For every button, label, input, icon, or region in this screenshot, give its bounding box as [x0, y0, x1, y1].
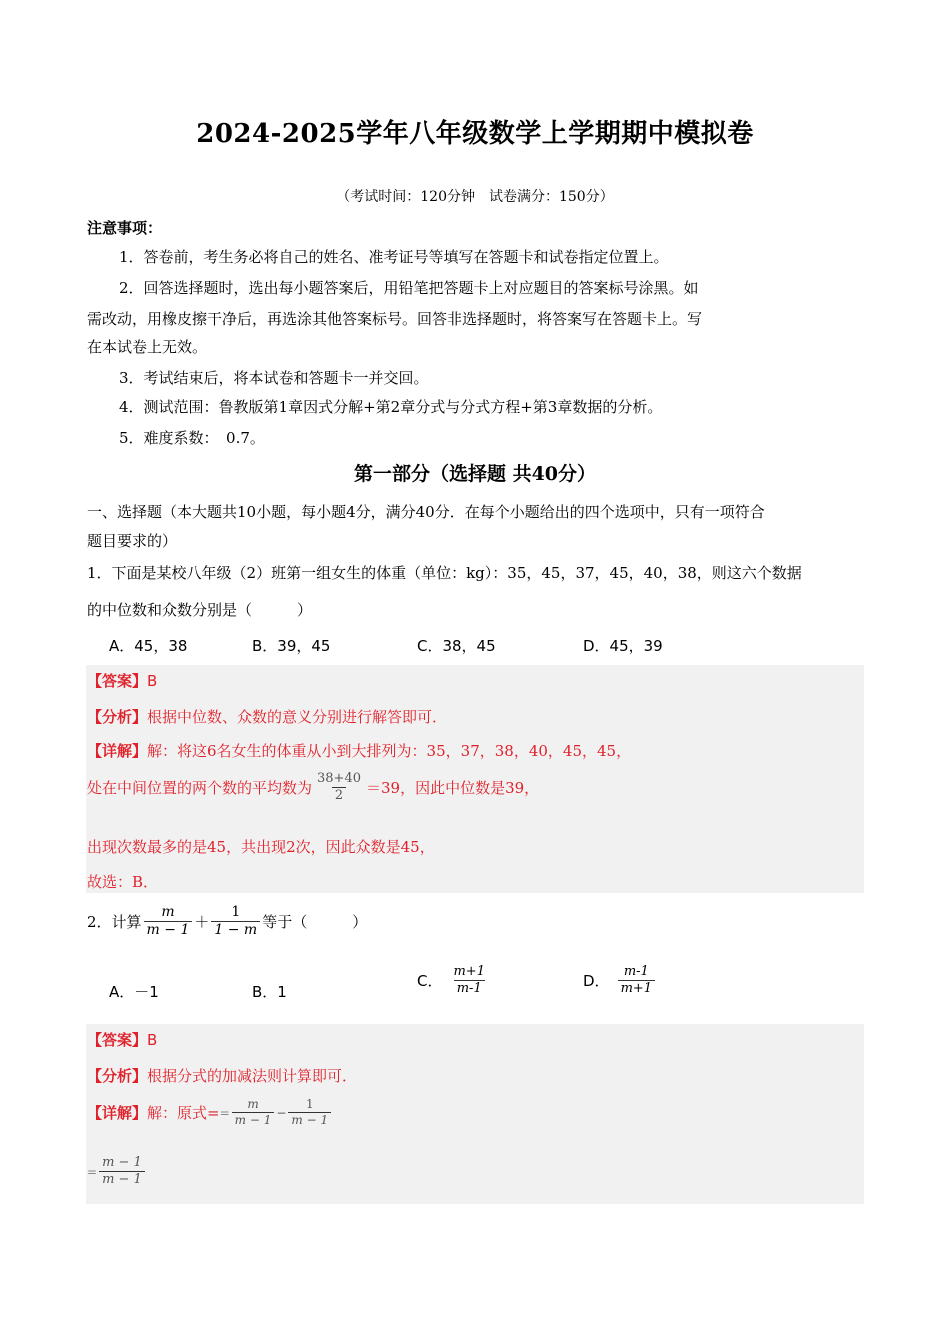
q2-fraction-2: [211, 905, 260, 939]
q2-option-d-label: D．: [583, 972, 610, 991]
q1-fraction-numerator: 38+40: [317, 771, 361, 786]
q1-detail-text1: 解：将这6名女生的体重从小到大排列为：35，37，38，40，45，45，: [147, 742, 632, 760]
q2-option-d-fraction: [618, 965, 656, 997]
q2-detail-line2: [87, 1156, 147, 1188]
q2-option-b: B．1: [252, 983, 287, 1001]
q2-option-d-num: m-1: [623, 964, 649, 979]
q2-plus: ＋: [194, 913, 210, 932]
q2-detail-fraction-1: [232, 1098, 275, 1127]
q2-option-c-num: m+1: [453, 964, 485, 979]
q1-option-d: D．45，39: [583, 637, 663, 655]
q2-option-c-den: m-1: [454, 980, 485, 996]
q1-answer-tag: 【答案】: [87, 672, 148, 690]
q1-detail-line3: 出现次数最多的是45，共出现2次，因此众数是45，: [87, 838, 435, 856]
q2-option-c: [417, 965, 490, 997]
q1-option-a: A．45，38: [109, 637, 188, 655]
q2-detail-equals: =: [219, 1105, 230, 1120]
q1-analysis-tag: 【分析】: [87, 708, 148, 726]
q1-detail-line1: [87, 740, 631, 761]
notice-item-4: 4．测试范围：鲁教版第1章因式分解+第2章分式与分式方程+第3章数据的分析。: [119, 398, 663, 416]
q1-detail-line2: [87, 772, 539, 804]
q2-stem: [87, 905, 367, 939]
notice-item-3: 3．考试结束后，将本试卷和答题卡一并交回。: [119, 369, 429, 387]
q1-answer: [87, 670, 157, 691]
q1-option-b: B．39，45: [252, 637, 331, 655]
q2-option-d-den: m+1: [618, 980, 656, 996]
q2-option-c-label: C．: [417, 972, 443, 991]
q2-detail-line1: [87, 1098, 333, 1127]
q2-analysis: [87, 1065, 357, 1086]
q2-answer: [87, 1029, 157, 1050]
page-title: 2024-2025学年八年级数学上学期期中模拟卷: [196, 119, 754, 149]
q1-detail-line4: 故选：B．: [87, 873, 159, 891]
q1-median-fraction: [314, 772, 364, 804]
q2-dfrac1-num: m: [247, 1097, 259, 1111]
q1-stem-line2: 的中位数和众数分别是（ ）: [87, 601, 313, 619]
q2-option-d: [583, 965, 657, 997]
q1-stem-line1: 1．下面是某校八年级（2）班第一组女生的体重（单位：kg）：35，45，37，45，40，38，则这六个数据: [87, 564, 802, 582]
exam-info: （考试时间：120分钟 试卷满分：150分）: [336, 189, 614, 205]
q2-frac1-num: m: [161, 904, 175, 920]
instructions-line2: 题目要求的）: [87, 532, 178, 550]
q2-frac2-num: 1: [231, 904, 241, 920]
q2-dfrac2-num: 1: [305, 1097, 314, 1111]
notice-item-2-line3: 在本试卷上无效。: [87, 338, 208, 356]
notice-item-5: 5．难度系数： 0.7。: [119, 429, 265, 447]
q2-frac2-den: 1 − m: [211, 921, 260, 938]
q2-option-a: A．－1: [109, 983, 159, 1001]
q2-dfrac3-den: m − 1: [99, 1171, 145, 1187]
q1-option-c: C．38，45: [417, 637, 496, 655]
q1-analysis: [87, 706, 447, 727]
q1-detail-text2-post: ＝39，因此中位数是39，: [366, 779, 540, 798]
q2-frac1-den: m − 1: [144, 921, 193, 938]
q2-analysis-text: 根据分式的加减法则计算即可．: [147, 1067, 358, 1085]
q2-detail-equals-2: =: [87, 1164, 98, 1179]
q2-fraction-1: [144, 905, 193, 939]
q2-detail-fraction-3: [99, 1156, 145, 1188]
q2-answer-tag: 【答案】: [87, 1031, 148, 1049]
instructions-line1: 一、选择题（本大题共10小题，每小题4分，满分40分．在每个小题给出的四个选项中，只有一项符合: [87, 503, 765, 521]
notice-item-2-line2: 需改动，用橡皮擦干净后，再选涂其他答案标号。回答非选择题时，将答案写在答题卡上。写: [87, 310, 703, 328]
q2-analysis-tag: 【分析】: [87, 1067, 148, 1085]
q2-dfrac1-den: m − 1: [232, 1112, 275, 1127]
q2-detail-tag: 【详解】: [87, 1104, 148, 1123]
q1-detail-tag: 【详解】: [87, 742, 148, 760]
q2-detail-fraction-2: [288, 1098, 331, 1127]
section-title: 第一部分（选择题 共40分）: [353, 463, 597, 485]
q2-dfrac2-den: m − 1: [288, 1112, 331, 1127]
q2-option-c-fraction: [450, 965, 488, 997]
q2-prefix: 2．计算: [87, 913, 142, 932]
notice-item-2-line1: 2．回答选择题时，选出每小题答案后，用铅笔把答题卡上对应题目的答案标号涂黑。如: [119, 279, 699, 297]
q2-suffix: 等于（ ）: [262, 913, 368, 932]
q2-dfrac3-num: m − 1: [102, 1155, 142, 1170]
q1-fraction-denominator: 2: [332, 787, 346, 803]
q1-answer-value: B: [147, 672, 158, 690]
q2-answer-value: B: [147, 1031, 158, 1049]
notice-item-1: 1．答卷前，考生务必将自己的姓名、准考证号等填写在答题卡和试卷指定位置上。: [119, 248, 669, 266]
q2-detail-minus: −: [276, 1105, 287, 1120]
q2-detail-pre: 解：原式=: [147, 1104, 220, 1123]
q1-analysis-text: 根据中位数、众数的意义分别进行解答即可．: [147, 708, 448, 726]
q1-detail-text2-pre: 处在中间位置的两个数的平均数为: [87, 779, 313, 798]
notice-heading: 注意事项：: [87, 219, 163, 237]
